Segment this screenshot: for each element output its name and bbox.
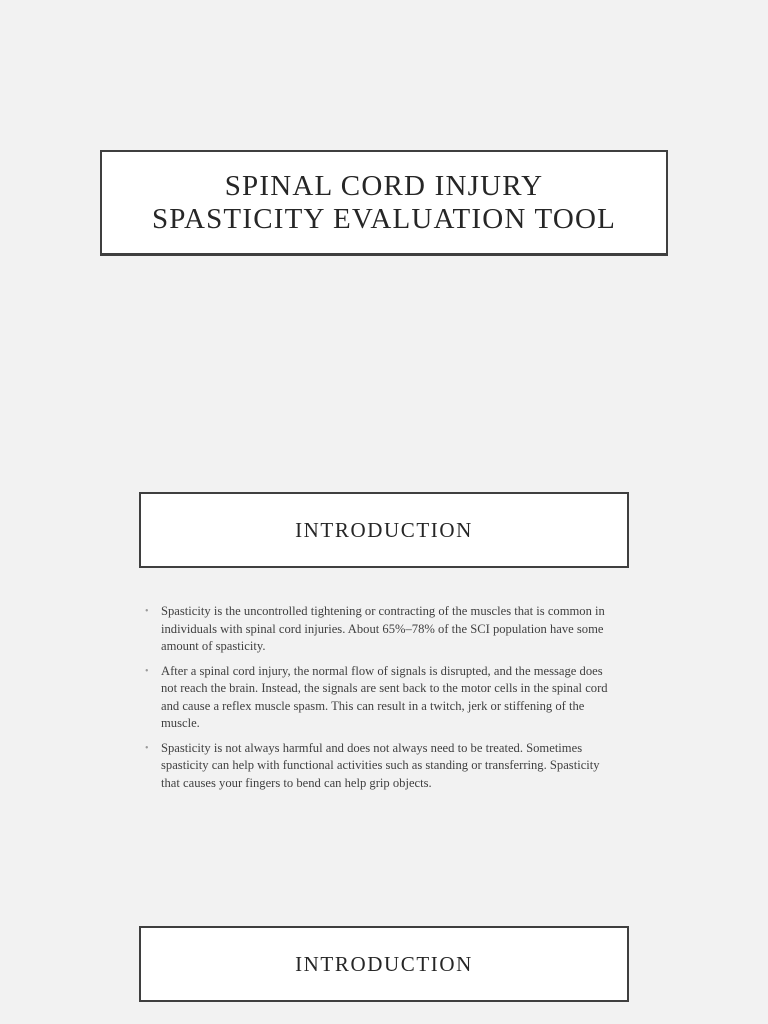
title-line-1: SPINAL CORD INJURY (224, 169, 544, 202)
section-heading: INTRODUCTION (295, 517, 473, 542)
bullet-list (144, 603, 614, 799)
section-heading-box (139, 492, 629, 568)
bullet-item (144, 603, 614, 656)
bullet-text: Spasticity is not always harmful and does not always need to be treated. Sometimes spasticity can help with functional activities such as standing or transferring. Spasticity that causes your fingers to bend can help grip objects. (161, 740, 600, 790)
title-line-2: SPASTICITY EVALUATION TOOL (151, 202, 617, 235)
document-title (152, 170, 616, 236)
bullet-text: After a spinal cord injury, the normal flow of signals is disrupted, and the message does not reach the brain. Instead, the signals are sent back to the motor cells in the spinal cord and cause a reflex muscle spasm. This can result in a twitch, jerk or stiffening of the muscle. (161, 663, 608, 730)
section-heading: INTRODUCTION (295, 951, 473, 976)
bullet-icon: • (145, 606, 149, 617)
bullet-text: Spasticity is the uncontrolled tightening or contracting of the muscles that is common in individuals with spinal cord injuries. About 65%–78% of the SCI population have some amount of spasticity. (161, 604, 605, 653)
bullet-item (144, 740, 614, 793)
bullet-icon: • (145, 665, 149, 677)
title-slide-box (100, 150, 668, 256)
section-heading-box (139, 926, 629, 1002)
bullet-icon: • (145, 742, 149, 754)
bullet-item (144, 663, 614, 733)
